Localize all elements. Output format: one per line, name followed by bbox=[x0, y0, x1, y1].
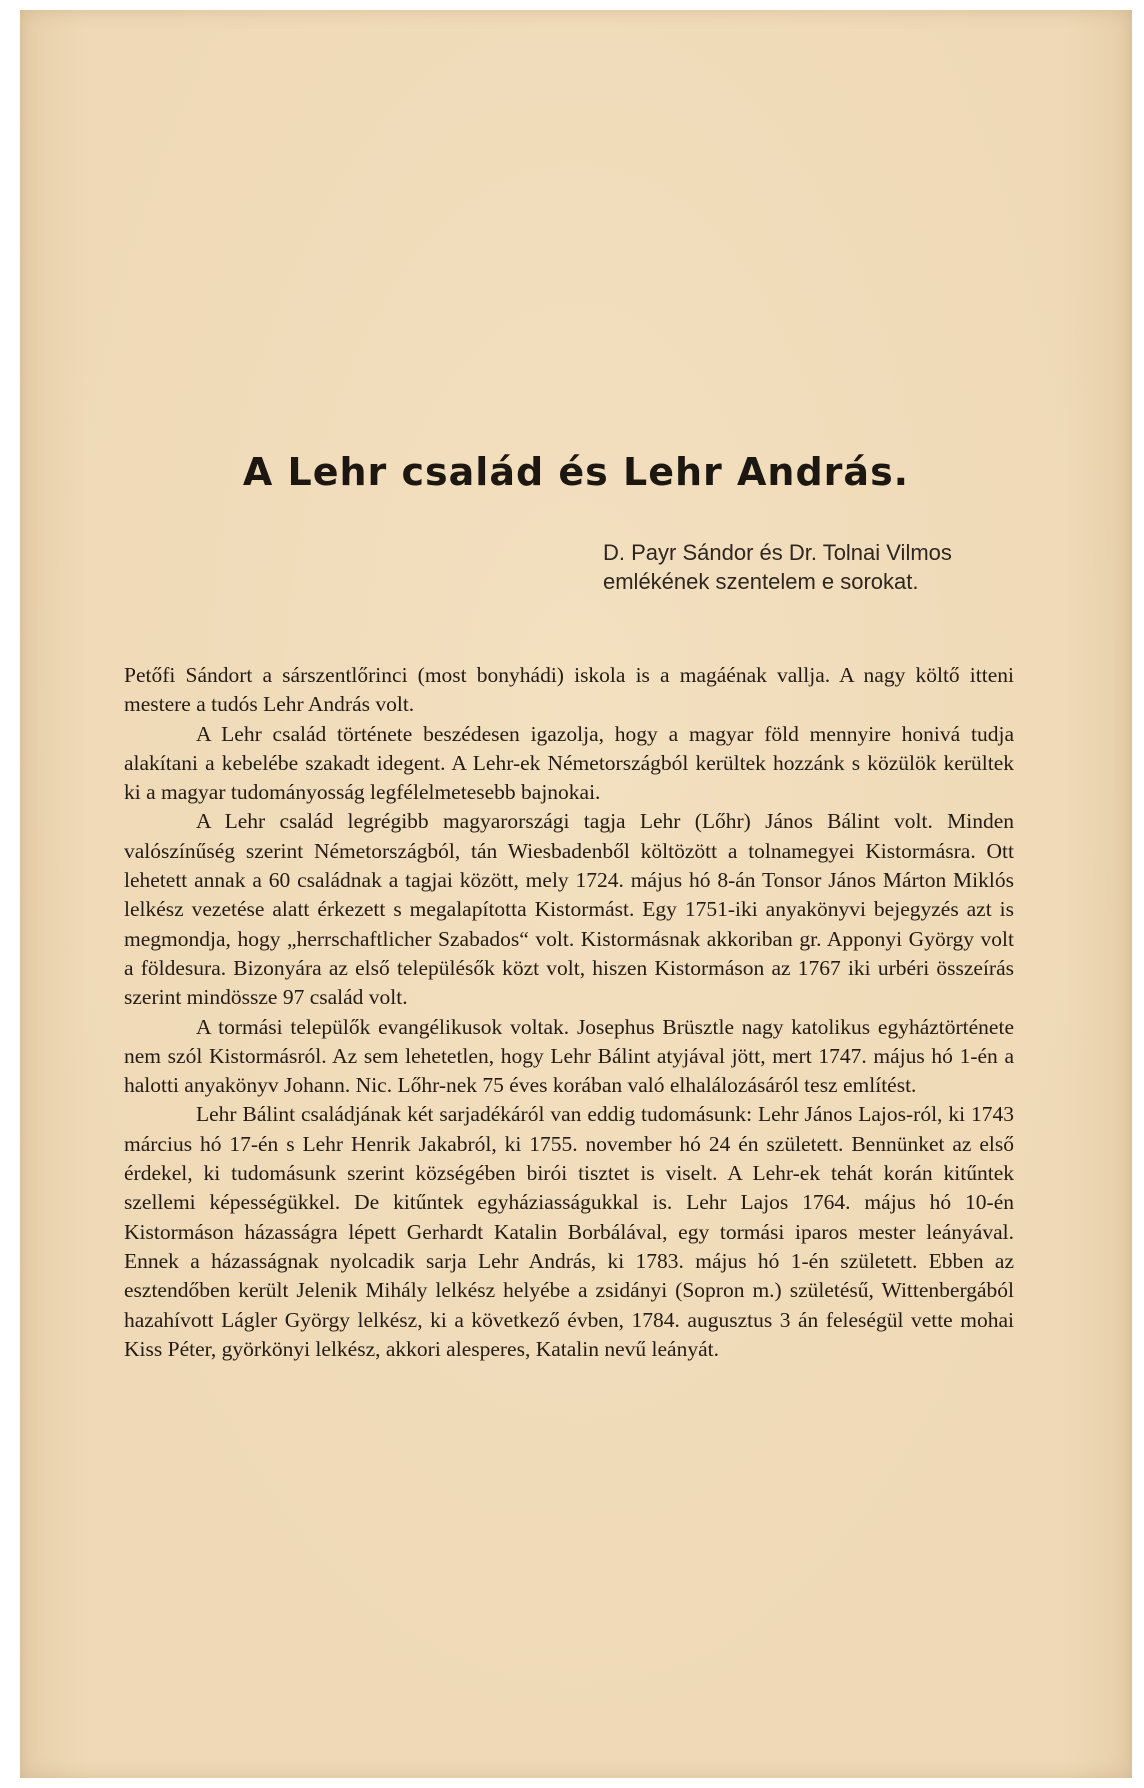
paragraph-2: A Lehr család története beszédesen igazolja, hogy a magyar föld mennyire honivá tudja alakítani a kebelébe szakadt idegent. A Lehr-ek Németországból kerültek hozzánk s közülök kerültek ki a magyar tudományosság legfélelmetesebb bajnokai. bbox=[124, 721, 1014, 805]
body-text bbox=[124, 661, 1014, 1364]
paragraph-5: Lehr Bálint családjának két sarjadékáról van eddig tudomásunk: Lehr János Lajos-ról, ki 1743 március hó 17-én s Lehr Henrik Jakabról, ki 1755. november hó 24 én született. Bennünket az első érdekel, ki tudomásunk szerint községében birói tisztet is viselt. A Lehr-ek tehát korán kitűntek szellemi képességükkel. De kitűntek egyháziasságukkal is. Lehr Lajos 1764. május hó 10-én Kistormáson házasságra lépett Gerhardt Katalin Borbálával, egy tormási iparos mester leányával. Ennek a házasságnak nyolcadik sarja Lehr András, ki 1783. május hó 1-én született. Ebben az esztendőben került Jelenik Mihály lelkész helyébe a zsidányi (Sopron m.) születésű, Wittenbergából hazahívott Lágler György lelkész, ki a következő évben, 1784. augusztus 3 án feleségül vette mohai Kiss Péter, györkönyi lelkész, akkori alesperes, Katalin nevű leányát. bbox=[124, 1102, 1014, 1361]
paragraph-3: A Lehr család legrégibb magyarországi tagja Lehr (Lőhr) János Bálint volt. Minden valószínűség szerint Németországból, tán Wiesbadenből költözött a tolnamegyei Kistormásra. Ott lehetett annak a 60 családnak a tagjai között, mely 1724. május hó 8-án Tonsor János Márton Miklós lelkész vezetése alatt érkezett s megalapította Kistormást. Egy 1751-iki anyakönyvi bejegyzés azt is megmondja, hogy „herrschaftlicher Szabados“ volt. Kistormásnak akkoriban gr. Apponyi György volt a földesura. Bizonyára az első településők közt volt, hiszen Kistormáson az 1767 iki urbéri összeírás szerint mindössze 97 család volt. bbox=[124, 809, 1014, 1010]
dedication: D. Payr Sándor és Dr. Tolnai Vilmos emlékének szentelem e sorokat. bbox=[603, 540, 952, 594]
paragraph-4: A tormási települők evangélikusok voltak. Josephus Brüsztle nagy katolikus egyháztörténete nem szól Kistormásról. Az sem lehetetlen, hogy Lehr Bálint atyjával jött, mert 1747. május hó 1-én a halotti anyakönyv Johann. Nic. Lőhr-nek 75 éves korában való elhalálozásáról tesz említést. bbox=[124, 1014, 1014, 1098]
book-page bbox=[20, 10, 1132, 1778]
paragraph-1: Petőfi Sándort a sárszentlőrinci (most bonyhádi) iskola is a magáénak vallja. A nagy költő itteni mestere a tudós Lehr András volt. bbox=[124, 663, 1014, 717]
page-title: A Lehr család és Lehr András. bbox=[242, 450, 910, 494]
